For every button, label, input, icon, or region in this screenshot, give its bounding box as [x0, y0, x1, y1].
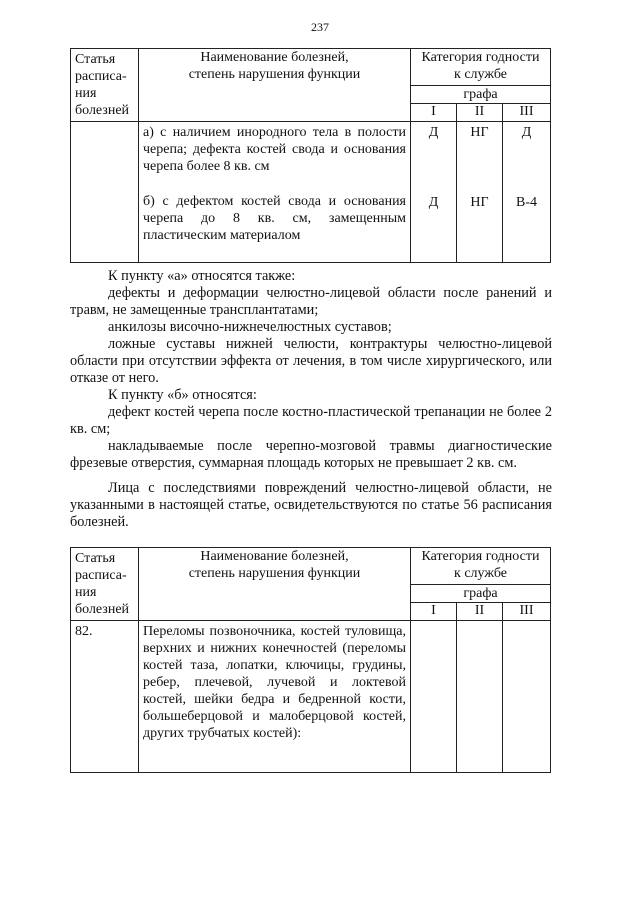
- paragraph: дефект костей черепа после костно-пластической трепанации не более 2 кв. см;: [70, 404, 552, 437]
- body-text: [70, 268, 552, 531]
- paragraph: Лица с последствиями повреждений челюстно-лицевой области, не указанными в настоящей статье, освидетельствуются по статье 56 расписания болезней.: [70, 480, 552, 530]
- header-col-3: III: [503, 602, 551, 620]
- value-col-3: Д В-4: [503, 122, 551, 263]
- value-col-2: НГ НГ: [457, 122, 503, 263]
- subitem-b: б) с дефектом костей свода и основания черепа до 8 кв. см, замещенным пластическим материалом: [143, 194, 406, 243]
- header-article: Статья расписа- ния болезней: [71, 548, 139, 621]
- value-col-1: [411, 621, 457, 773]
- description-cell: Переломы позвоночника, костей туловища, верхних и нижних конечностей (переломы костей таза, лопатки, ключицы, грудины, ребер, плечевой, лучевой и локтевой костей, шейки бедра и бедренной кости, большеберцовой и малоберцовой костей, других трубчатых костей):: [139, 621, 411, 773]
- article-cell: 82.: [71, 621, 139, 773]
- value-col-3: [503, 621, 551, 773]
- paragraph: дефекты и деформации челюстно-лицевой области после ранений и травм, не замещенные трансплантатами;: [70, 285, 552, 318]
- header-col-1: I: [411, 103, 457, 121]
- header-col-2: II: [457, 602, 503, 620]
- paragraph: ложные суставы нижней челюсти, контрактуры челюстно-лицевой области при отсутствии эффекта от лечения, в том числе хирургического, или отказе от него.: [70, 336, 552, 386]
- paragraph: К пункту «а» относятся также:: [108, 268, 296, 284]
- header-article: Статья расписа- ния болезней: [71, 49, 139, 122]
- description-cell: [139, 122, 411, 263]
- table-row: [71, 122, 551, 263]
- header-col-2: II: [457, 103, 503, 121]
- header-category: Категория годности к службе: [411, 548, 551, 585]
- header-col-1: I: [411, 602, 457, 620]
- disease-table-1: [70, 48, 551, 263]
- table-row: [71, 621, 551, 773]
- page-number: 237: [311, 20, 329, 34]
- paragraph: анкилозы височно-нижнечелюстных суставов;: [108, 319, 392, 335]
- header-col-3: III: [503, 103, 551, 121]
- disease-table-2: [70, 547, 551, 773]
- header-column-label: графа: [411, 584, 551, 602]
- value-col-2: [457, 621, 503, 773]
- value-col-1: Д Д: [411, 122, 457, 263]
- paragraph: К пункту «б» относятся:: [108, 387, 257, 403]
- article-cell: [71, 122, 139, 263]
- subitem-a: а) с наличием инородного тела в полости черепа; дефекта костей свода и основания черепа более 8 кв. см: [143, 125, 406, 174]
- header-disease-name: Наименование болезней, степень нарушения функции: [139, 49, 411, 122]
- header-column-label: графа: [411, 85, 551, 103]
- paragraph: накладываемые после черепно-мозговой травмы диагностические фрезевые отверстия, суммарная площадь которых не превышает 2 кв. см.: [70, 438, 552, 471]
- header-category: Категория годности к службе: [411, 49, 551, 86]
- header-disease-name: Наименование болезней, степень нарушения функции: [139, 548, 411, 621]
